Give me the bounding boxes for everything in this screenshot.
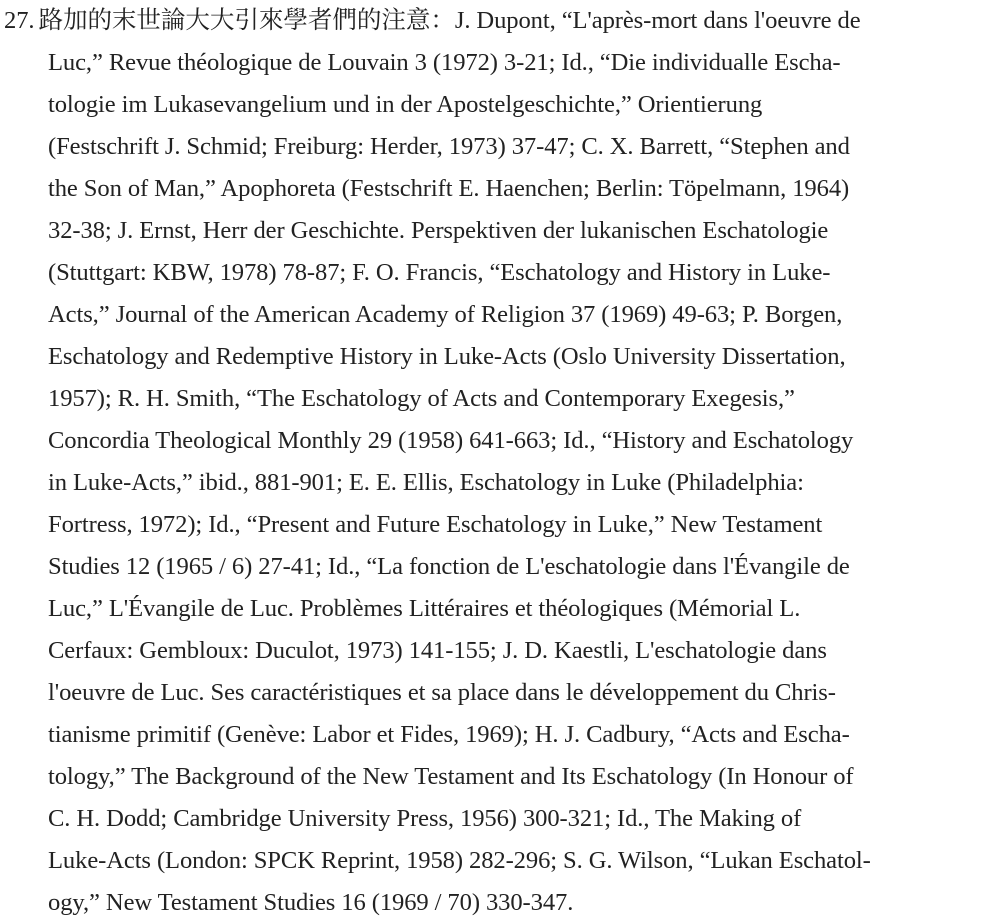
footnote-line: ogy,” New Testament Studies 16 (1969 / 70) 330-347.	[48, 889, 574, 916]
footnote-line: tologie im Lukasevangelium und in der Apostelgeschichte,” Orientierung	[48, 91, 763, 118]
footnote-line: Cerfaux: Gembloux: Duculot, 1973) 141-155; J. D. Kaestli, L'eschatologie dans	[48, 637, 827, 664]
footnote-line: tology,” The Background of the New Testament and Its Eschatology (In Honour of	[48, 763, 854, 790]
footnote-line: (Stuttgart: KBW, 1978) 78-87; F. O. Francis, “Eschatology and History in Luke-	[48, 259, 831, 286]
footnote-line: Luke-Acts (London: SPCK Reprint, 1958) 282-296; S. G. Wilson, “Lukan Eschatol-	[48, 847, 871, 874]
footnote-line: 1957); R. H. Smith, “The Eschatology of Acts and Contemporary Exegesis,”	[48, 385, 795, 412]
footnote-line: l'oeuvre de Luc. Ses caractéristiques et sa place dans le développement du Chris-	[48, 679, 836, 706]
footnote-line: tianisme primitif (Genève: Labor et Fides, 1969); H. J. Cadbury, “Acts and Escha-	[48, 721, 850, 748]
footnote-line: 32-38; J. Ernst, Herr der Geschichte. Perspektiven der lukanischen Eschatologie	[48, 217, 829, 244]
footnote-line: Luc,” Revue théologique de Louvain 3 (1972) 3-21; Id., “Die individualle Escha-	[48, 49, 841, 76]
footnote-line: Acts,” Journal of the American Academy of Religion 37 (1969) 49-63; P. Borgen,	[48, 301, 843, 328]
footnote-line: Luc,” L'Évangile de Luc. Problèmes Littéraires et théologiques (Mémorial L.	[48, 595, 801, 622]
footnote-number: 27.	[4, 7, 35, 34]
footnote-line: Concordia Theological Monthly 29 (1958) 641-663; Id., “History and Eschatology	[48, 427, 854, 454]
footnote-line: Studies 12 (1965 / 6) 27-41; Id., “La fonction de L'eschatologie dans l'Évangile de	[48, 553, 850, 580]
footnote-line: C. H. Dodd; Cambridge University Press, 1956) 300-321; Id., The Making of	[48, 805, 802, 832]
footnote-line: Fortress, 1972); Id., “Present and Future Eschatology in Luke,” New Testament	[48, 511, 823, 538]
footnote-line: Eschatology and Redemptive History in Luke-Acts (Oslo University Dissertation,	[48, 343, 846, 370]
footnote-line	[4, 0, 861, 42]
footnote-line: the Son of Man,” Apophoreta (Festschrift E. Haenchen; Berlin: Töpelmann, 1964)	[48, 175, 850, 202]
footnote-line: (Festschrift J. Schmid; Freiburg: Herder, 1973) 37-47; C. X. Barrett, “Stephen and	[48, 133, 850, 160]
footnote-line: in Luke-Acts,” ibid., 881-901; E. E. Ellis, Eschatology in Luke (Philadelphia:	[48, 469, 804, 496]
footnote-line-text: 路加的末世論大大引來學者們的注意：J. Dupont, “L'après-mort dans l'oeuvre de	[38, 7, 861, 34]
